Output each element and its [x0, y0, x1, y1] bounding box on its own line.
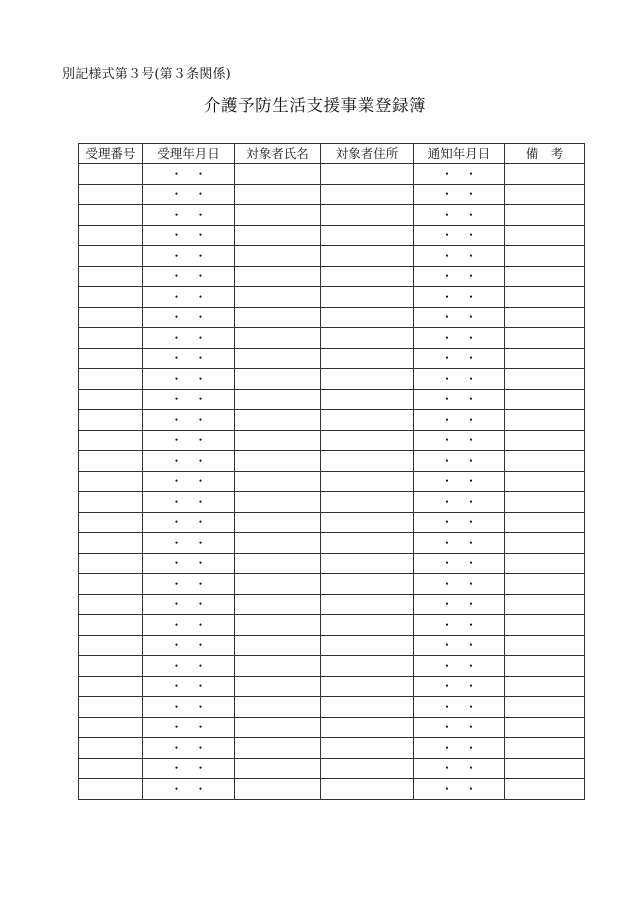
cell-remarks	[505, 738, 585, 759]
table-row	[79, 471, 585, 492]
cell-subject-address	[321, 574, 414, 595]
table-row	[79, 287, 585, 308]
cell-subject-address	[321, 779, 414, 800]
cell-notification-date: ・ ・	[414, 389, 505, 410]
cell-notification-date: ・ ・	[414, 676, 505, 697]
cell-subject-name	[235, 512, 321, 533]
cell-notification-date: ・ ・	[414, 184, 505, 205]
cell-receipt-date: ・ ・	[143, 205, 235, 226]
cell-subject-address	[321, 348, 414, 369]
cell-receipt-number	[79, 717, 143, 738]
cell-receipt-number	[79, 492, 143, 513]
cell-subject-name	[235, 389, 321, 410]
cell-subject-name	[235, 656, 321, 677]
cell-receipt-number	[79, 656, 143, 677]
cell-remarks	[505, 369, 585, 390]
cell-receipt-date: ・ ・	[143, 574, 235, 595]
cell-notification-date: ・ ・	[414, 369, 505, 390]
header-notification-date: 通知年月日	[414, 144, 505, 164]
table-row	[79, 738, 585, 759]
cell-subject-name	[235, 328, 321, 349]
cell-subject-address	[321, 328, 414, 349]
cell-receipt-number	[79, 676, 143, 697]
table-row	[79, 348, 585, 369]
cell-receipt-number	[79, 266, 143, 287]
table-row	[79, 697, 585, 718]
cell-subject-address	[321, 430, 414, 451]
cell-notification-date: ・ ・	[414, 205, 505, 226]
header-subject-name: 対象者氏名	[235, 144, 321, 164]
cell-notification-date: ・ ・	[414, 307, 505, 328]
table-row	[79, 389, 585, 410]
cell-receipt-number	[79, 512, 143, 533]
header-receipt-date: 受理年月日	[143, 144, 235, 164]
cell-remarks	[505, 246, 585, 267]
cell-receipt-number	[79, 553, 143, 574]
cell-subject-name	[235, 635, 321, 656]
cell-subject-name	[235, 410, 321, 431]
cell-receipt-number	[79, 594, 143, 615]
cell-remarks	[505, 471, 585, 492]
cell-receipt-date: ・ ・	[143, 287, 235, 308]
cell-subject-address	[321, 410, 414, 431]
cell-subject-name	[235, 225, 321, 246]
header-remarks: 備 考	[505, 144, 585, 164]
cell-remarks	[505, 553, 585, 574]
cell-subject-address	[321, 615, 414, 636]
table-row	[79, 410, 585, 431]
cell-subject-name	[235, 348, 321, 369]
cell-notification-date: ・ ・	[414, 492, 505, 513]
cell-remarks	[505, 533, 585, 554]
cell-receipt-date: ・ ・	[143, 348, 235, 369]
cell-remarks	[505, 164, 585, 185]
cell-subject-name	[235, 307, 321, 328]
cell-notification-date: ・ ・	[414, 656, 505, 677]
cell-subject-name	[235, 471, 321, 492]
table-row	[79, 246, 585, 267]
cell-notification-date: ・ ・	[414, 533, 505, 554]
cell-subject-address	[321, 164, 414, 185]
cell-receipt-date: ・ ・	[143, 758, 235, 779]
cell-subject-address	[321, 369, 414, 390]
cell-subject-address	[321, 635, 414, 656]
cell-subject-address	[321, 533, 414, 554]
cell-subject-address	[321, 553, 414, 574]
cell-notification-date: ・ ・	[414, 225, 505, 246]
cell-subject-name	[235, 246, 321, 267]
cell-subject-address	[321, 246, 414, 267]
table-row	[79, 676, 585, 697]
table-row	[79, 164, 585, 185]
cell-notification-date: ・ ・	[414, 758, 505, 779]
cell-receipt-date: ・ ・	[143, 594, 235, 615]
table-row	[79, 635, 585, 656]
cell-receipt-number	[79, 410, 143, 431]
cell-receipt-number	[79, 164, 143, 185]
cell-remarks	[505, 184, 585, 205]
cell-receipt-date: ・ ・	[143, 369, 235, 390]
cell-notification-date: ・ ・	[414, 410, 505, 431]
cell-remarks	[505, 656, 585, 677]
cell-receipt-date: ・ ・	[143, 676, 235, 697]
cell-receipt-date: ・ ・	[143, 430, 235, 451]
cell-receipt-number	[79, 389, 143, 410]
cell-notification-date: ・ ・	[414, 635, 505, 656]
cell-receipt-date: ・ ・	[143, 246, 235, 267]
cell-remarks	[505, 389, 585, 410]
cell-remarks	[505, 451, 585, 472]
cell-remarks	[505, 635, 585, 656]
cell-subject-name	[235, 717, 321, 738]
cell-notification-date: ・ ・	[414, 164, 505, 185]
table-row	[79, 553, 585, 574]
cell-receipt-number	[79, 738, 143, 759]
cell-receipt-date: ・ ・	[143, 779, 235, 800]
cell-receipt-number	[79, 348, 143, 369]
registration-table	[78, 143, 585, 800]
cell-remarks	[505, 348, 585, 369]
cell-subject-name	[235, 369, 321, 390]
cell-remarks	[505, 574, 585, 595]
cell-subject-name	[235, 492, 321, 513]
cell-subject-address	[321, 451, 414, 472]
cell-subject-name	[235, 205, 321, 226]
cell-subject-address	[321, 471, 414, 492]
cell-receipt-date: ・ ・	[143, 328, 235, 349]
header-receipt-number: 受理番号	[79, 144, 143, 164]
cell-receipt-date: ・ ・	[143, 471, 235, 492]
cell-receipt-number	[79, 246, 143, 267]
cell-subject-name	[235, 164, 321, 185]
cell-remarks	[505, 676, 585, 697]
cell-subject-name	[235, 615, 321, 636]
table-row	[79, 574, 585, 595]
cell-receipt-date: ・ ・	[143, 697, 235, 718]
cell-subject-address	[321, 225, 414, 246]
cell-subject-address	[321, 512, 414, 533]
cell-receipt-date: ・ ・	[143, 512, 235, 533]
cell-notification-date: ・ ・	[414, 348, 505, 369]
cell-remarks	[505, 512, 585, 533]
cell-notification-date: ・ ・	[414, 328, 505, 349]
cell-remarks	[505, 205, 585, 226]
table-body	[79, 164, 585, 800]
cell-subject-name	[235, 266, 321, 287]
cell-notification-date: ・ ・	[414, 430, 505, 451]
cell-subject-address	[321, 205, 414, 226]
table-row	[79, 430, 585, 451]
cell-subject-name	[235, 758, 321, 779]
cell-remarks	[505, 758, 585, 779]
cell-subject-address	[321, 307, 414, 328]
table-row	[79, 492, 585, 513]
cell-receipt-date: ・ ・	[143, 553, 235, 574]
cell-subject-address	[321, 697, 414, 718]
header-subject-address: 対象者住所	[321, 144, 414, 164]
document-title: 介護予防生活支援事業登録簿	[203, 96, 427, 115]
table-header-row	[79, 144, 585, 164]
cell-receipt-number	[79, 533, 143, 554]
table-row	[79, 328, 585, 349]
table-row	[79, 512, 585, 533]
cell-notification-date: ・ ・	[414, 697, 505, 718]
cell-remarks	[505, 717, 585, 738]
table-row	[79, 758, 585, 779]
cell-receipt-number	[79, 471, 143, 492]
table-row	[79, 779, 585, 800]
cell-remarks	[505, 492, 585, 513]
form-number-note: 別記様式第３号(第３条関係)	[62, 67, 231, 82]
cell-subject-name	[235, 287, 321, 308]
table-row	[79, 615, 585, 636]
cell-subject-name	[235, 451, 321, 472]
cell-receipt-date: ・ ・	[143, 635, 235, 656]
cell-subject-name	[235, 430, 321, 451]
cell-receipt-date: ・ ・	[143, 451, 235, 472]
cell-notification-date: ・ ・	[414, 717, 505, 738]
cell-notification-date: ・ ・	[414, 574, 505, 595]
cell-remarks	[505, 266, 585, 287]
cell-receipt-date: ・ ・	[143, 266, 235, 287]
cell-subject-name	[235, 697, 321, 718]
cell-receipt-number	[79, 225, 143, 246]
cell-receipt-number	[79, 430, 143, 451]
cell-remarks	[505, 225, 585, 246]
cell-remarks	[505, 430, 585, 451]
cell-receipt-number	[79, 615, 143, 636]
cell-receipt-date: ・ ・	[143, 492, 235, 513]
cell-receipt-number	[79, 758, 143, 779]
cell-receipt-date: ・ ・	[143, 656, 235, 677]
cell-subject-name	[235, 738, 321, 759]
cell-receipt-date: ・ ・	[143, 164, 235, 185]
cell-subject-name	[235, 574, 321, 595]
cell-remarks	[505, 615, 585, 636]
cell-subject-name	[235, 533, 321, 554]
cell-receipt-date: ・ ・	[143, 738, 235, 759]
cell-subject-name	[235, 676, 321, 697]
table-row	[79, 369, 585, 390]
cell-notification-date: ・ ・	[414, 553, 505, 574]
cell-subject-address	[321, 492, 414, 513]
table-row	[79, 184, 585, 205]
cell-notification-date: ・ ・	[414, 266, 505, 287]
table-row	[79, 225, 585, 246]
cell-subject-address	[321, 676, 414, 697]
cell-subject-address	[321, 594, 414, 615]
cell-notification-date: ・ ・	[414, 512, 505, 533]
cell-receipt-number	[79, 328, 143, 349]
cell-subject-address	[321, 184, 414, 205]
cell-receipt-date: ・ ・	[143, 533, 235, 554]
cell-receipt-number	[79, 779, 143, 800]
cell-notification-date: ・ ・	[414, 779, 505, 800]
cell-receipt-number	[79, 205, 143, 226]
cell-receipt-date: ・ ・	[143, 717, 235, 738]
cell-receipt-date: ・ ・	[143, 184, 235, 205]
cell-receipt-number	[79, 307, 143, 328]
cell-subject-name	[235, 184, 321, 205]
cell-receipt-date: ・ ・	[143, 410, 235, 431]
cell-remarks	[505, 328, 585, 349]
cell-subject-address	[321, 266, 414, 287]
cell-receipt-number	[79, 287, 143, 308]
table-row	[79, 717, 585, 738]
cell-notification-date: ・ ・	[414, 594, 505, 615]
table-row	[79, 594, 585, 615]
cell-receipt-number	[79, 369, 143, 390]
cell-subject-address	[321, 758, 414, 779]
cell-receipt-number	[79, 635, 143, 656]
cell-notification-date: ・ ・	[414, 287, 505, 308]
cell-subject-name	[235, 553, 321, 574]
cell-receipt-date: ・ ・	[143, 389, 235, 410]
cell-receipt-date: ・ ・	[143, 307, 235, 328]
cell-receipt-number	[79, 184, 143, 205]
cell-remarks	[505, 594, 585, 615]
table-row	[79, 266, 585, 287]
table-row	[79, 451, 585, 472]
table-row	[79, 533, 585, 554]
cell-notification-date: ・ ・	[414, 471, 505, 492]
cell-receipt-number	[79, 574, 143, 595]
cell-subject-address	[321, 287, 414, 308]
cell-notification-date: ・ ・	[414, 246, 505, 267]
cell-remarks	[505, 779, 585, 800]
cell-notification-date: ・ ・	[414, 615, 505, 636]
cell-receipt-date: ・ ・	[143, 225, 235, 246]
cell-subject-address	[321, 389, 414, 410]
cell-remarks	[505, 697, 585, 718]
cell-receipt-date: ・ ・	[143, 615, 235, 636]
cell-subject-name	[235, 779, 321, 800]
cell-receipt-number	[79, 451, 143, 472]
cell-subject-address	[321, 656, 414, 677]
cell-notification-date: ・ ・	[414, 451, 505, 472]
table-row	[79, 307, 585, 328]
cell-subject-name	[235, 594, 321, 615]
cell-remarks	[505, 410, 585, 431]
cell-subject-address	[321, 717, 414, 738]
cell-notification-date: ・ ・	[414, 738, 505, 759]
cell-subject-address	[321, 738, 414, 759]
cell-remarks	[505, 287, 585, 308]
table-row	[79, 656, 585, 677]
cell-remarks	[505, 307, 585, 328]
table-row	[79, 205, 585, 226]
cell-receipt-number	[79, 697, 143, 718]
